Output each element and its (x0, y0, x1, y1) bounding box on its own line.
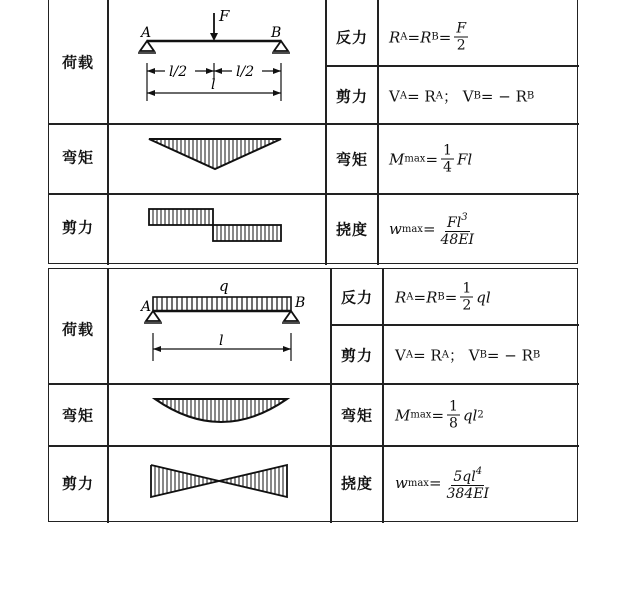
prop-shear: 剪力 (341, 346, 374, 365)
row-label-shear: 剪力 (62, 218, 95, 237)
prop-reaction: 反力 (336, 28, 369, 47)
support-b-label: B (295, 295, 306, 311)
formula-moment: M max = $\frac{1}{8}$ ql 2 (395, 398, 484, 432)
row-label-moment: 弯矩 (62, 406, 95, 425)
moment-diagram-triangle (147, 137, 287, 177)
point-load-beam-diagram (129, 9, 309, 109)
formula-reaction: R A = R B = $\frac{1}{2}$ ql (395, 280, 491, 314)
prop-reaction: 反力 (341, 288, 374, 307)
row-label-moment: 弯矩 (62, 148, 95, 167)
shear-diagram-linear (149, 463, 293, 503)
uniform-load-beam-diagram (139, 277, 309, 367)
beam-table-uniform-load (48, 268, 578, 522)
row-label-load: 荷载 (62, 320, 95, 339)
prop-deflection: 挠度 (336, 220, 369, 239)
shear-diagram-step (147, 207, 287, 247)
prop-deflection: 挠度 (341, 474, 374, 493)
force-symbol: F (219, 7, 230, 25)
formula-deflection: w max = $\frac{Fl^3}{48EI}$ (389, 212, 475, 248)
span-label: l (211, 77, 216, 93)
formula-shear: V A = R A ； V B = − R B (395, 346, 541, 365)
load-symbol: q (219, 277, 229, 295)
span-label: l (219, 333, 224, 349)
formula-reaction: R A = R B = $\frac{F}{2}$ (389, 20, 467, 54)
prop-shear: 剪力 (336, 87, 369, 106)
half-span-right-label: l/2 (236, 64, 255, 80)
formula-moment: M max = $\frac{1}{4}$ Fl (389, 142, 473, 176)
support-b-label: B (271, 25, 282, 41)
row-label-load: 荷载 (62, 53, 95, 72)
support-a-label: A (141, 25, 152, 41)
prop-moment: 弯矩 (341, 406, 374, 425)
formula-shear: V A = R A ； V B = − R B (389, 87, 535, 106)
row-label-shear: 剪力 (62, 474, 95, 493)
beam-table-point-load (48, 0, 578, 264)
prop-moment: 弯矩 (336, 150, 369, 169)
moment-diagram-parabola (153, 395, 293, 435)
formula-deflection: w max = $\frac{5ql^4}{384EI}$ (395, 466, 489, 502)
support-a-label: A (141, 299, 152, 315)
half-span-left-label: l/2 (169, 64, 188, 80)
